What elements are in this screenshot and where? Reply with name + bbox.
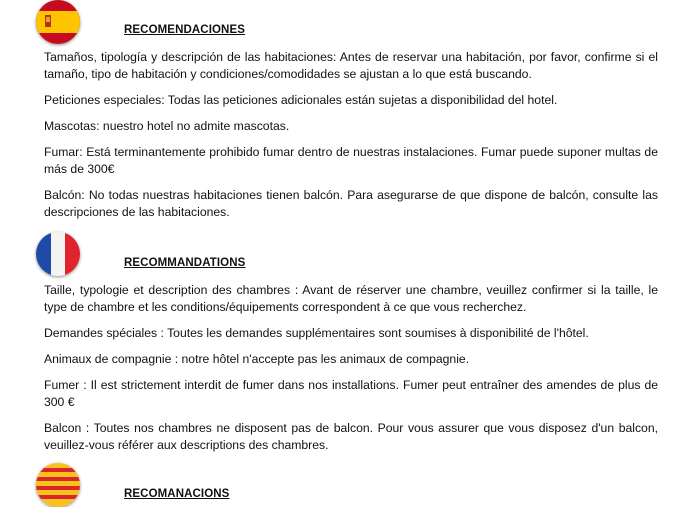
paragraph-special-requests: Demandes spéciales : Toutes les demandes supplémentaires sont soumises à disponibilité de l'hôtel. [44, 326, 589, 340]
heading-recommandations: RECOMMANDATIONS [124, 257, 246, 269]
paragraph-balcony: Balcón: No todas nuestras habitaciones tienen balcón. Para asegurarse de que dispone de balcón, consulte las descripciones de las habitaciones. [44, 188, 658, 219]
catalonia-flag-icon [36, 463, 80, 507]
paragraph-smoking: Fumer : Il est strictement interdit de fumer dans nos installations. Fumer peut entraîner des amendes de plus de 300 € [44, 378, 658, 409]
heading-recomanacions: RECOMANACIONS [124, 488, 230, 500]
paragraph-smoking: Fumar: Está terminantemente prohibido fumar dentro de nuestras instalaciones. Fumar puede suponer multas de más de 300€ [44, 145, 658, 176]
heading-recomendaciones: RECOMENDACIONES [124, 24, 245, 36]
france-flag-icon [36, 232, 80, 276]
spain-flag-icon [36, 0, 80, 44]
paragraph-room-description: Taille, typologie et description des chambres : Avant de réserver une chambre, veuillez confirmer si la taille, le type de chambre et les conditions/équipements correspondent à ce que vous recherchez. [44, 283, 658, 314]
paragraph-room-description: Tamaños, tipología y descripción de las habitaciones: Antes de reservar una habitación, por favor, confirme si el tamaño, tipo de habitación y condiciones/comodidades se ajustan a lo que está buscando. [44, 50, 658, 81]
paragraph-balcony: Balcon : Toutes nos chambres ne disposent pas de balcon. Pour vous assurer que vous disposez d'un balcon, veuillez-vous référer aux descriptions des chambres. [44, 421, 658, 452]
paragraph-pets: Mascotas: nuestro hotel no admite mascotas. [44, 119, 290, 133]
paragraph-pets: Animaux de compagnie : notre hôtel n'accepte pas les animaux de compagnie. [44, 352, 470, 366]
paragraph-special-requests: Peticiones especiales: Todas las peticiones adicionales están sujetas a disponibilidad del hotel. [44, 93, 558, 107]
